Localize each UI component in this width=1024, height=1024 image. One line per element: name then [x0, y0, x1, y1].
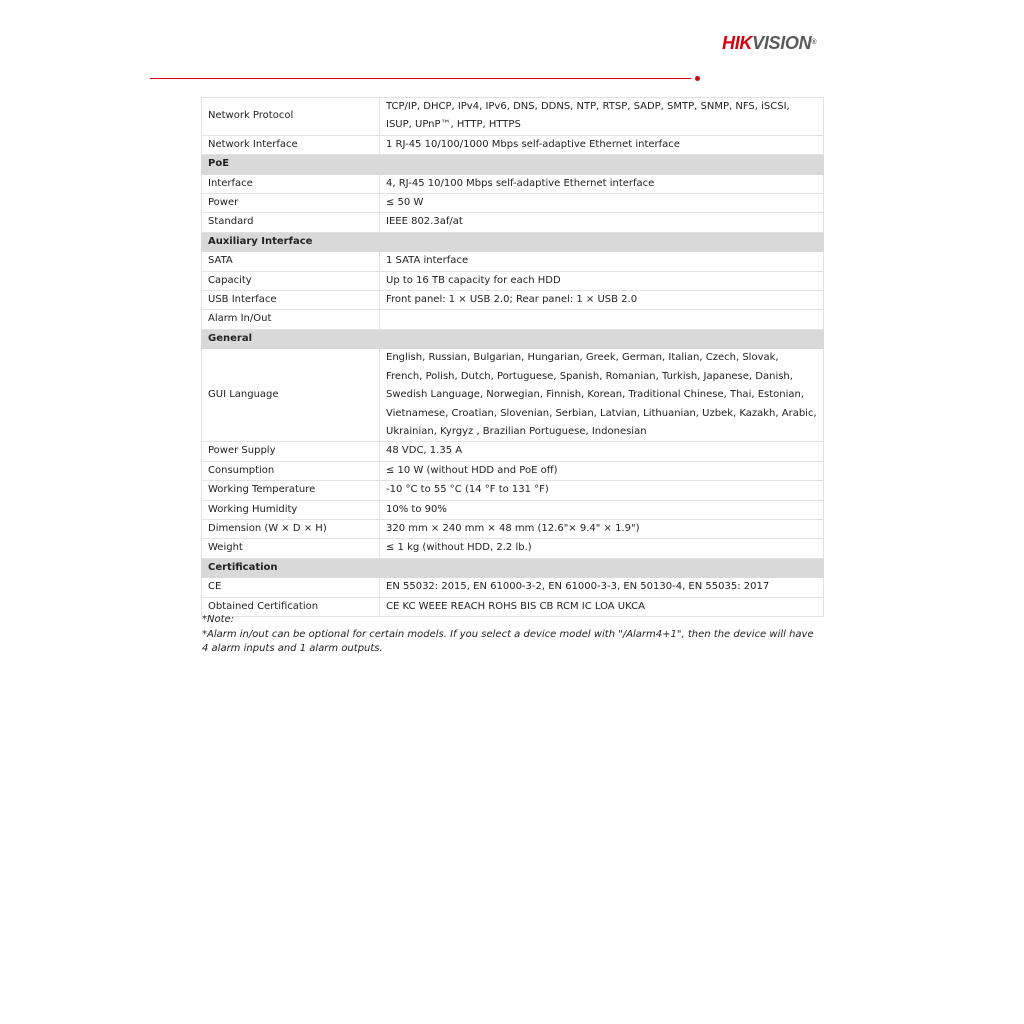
- spec-value: TCP/IP, DHCP, IPv4, IPv6, DNS, DDNS, NTP, RTSP, SADP, SMTP, SNMP, NFS, iSCSI, ISUP, UPnP™, HTTP, HTTPS: [380, 98, 824, 136]
- logo-vision-text: VISION: [752, 33, 812, 53]
- spec-label: Obtained Certification: [202, 597, 380, 616]
- note-text: *Alarm in/out can be optional for certain models. If you select a device model with "/Alarm4+1", then the device will have 4 alarm inputs and 1 alarm outputs.: [202, 628, 814, 654]
- spec-value: ≤ 50 W: [380, 194, 824, 213]
- spec-label: Power: [202, 194, 380, 213]
- spec-label: Capacity: [202, 271, 380, 290]
- spec-label: Interface: [202, 174, 380, 193]
- spec-row: [202, 252, 824, 271]
- spec-label: Network Protocol: [202, 98, 380, 136]
- spec-value: CE KC WEEE REACH ROHS BIS CB RCM IC LOA UKCA: [380, 597, 824, 616]
- spec-value: English, Russian, Bulgarian, Hungarian, Greek, German, Italian, Czech, Slovak, French, Polish, Dutch, Portuguese, Spanish, Romanian, Turkish, Japanese, Danish, Swedish Language, Norwegian, Finnish, Korean, Traditional Chinese, Thai, Estonian, Vietnamese, Croatian, Slovenian, Serbian, Latvian, Lithuanian, Uzbek, Kazakh, Arabic, Ukrainian, Kyrgyz , Brazilian Portuguese, Indonesian: [380, 349, 824, 442]
- spec-row: [202, 481, 824, 500]
- spec-label: Working Temperature: [202, 481, 380, 500]
- spec-row: [202, 442, 824, 461]
- spec-label: SATA: [202, 252, 380, 271]
- spec-row: [202, 291, 824, 310]
- spec-value: Up to 16 TB capacity for each HDD: [380, 271, 824, 290]
- note-title: *Note:: [202, 614, 235, 625]
- spec-value: -10 °C to 55 °C (14 °F to 131 °F): [380, 481, 824, 500]
- spec-value: 4, RJ-45 10/100 Mbps self-adaptive Ethernet interface: [380, 174, 824, 193]
- section-header-row: [202, 329, 824, 348]
- header-red-dot: [695, 76, 700, 81]
- spec-row: [202, 174, 824, 193]
- spec-label: Network Interface: [202, 135, 380, 154]
- spec-label: Standard: [202, 213, 380, 232]
- spec-value: 1 RJ-45 10/100/1000 Mbps self-adaptive Ethernet interface: [380, 135, 824, 154]
- spec-row: [202, 310, 824, 329]
- header-red-rule: [150, 78, 691, 79]
- spec-value: EN 55032: 2015, EN 61000-3-2, EN 61000-3-3, EN 50130-4, EN 55035: 2017: [380, 578, 824, 597]
- spec-value: IEEE 802.3af/at: [380, 213, 824, 232]
- spec-table-body: [202, 98, 824, 617]
- spec-label: Working Humidity: [202, 500, 380, 519]
- spec-label: Dimension (W × D × H): [202, 519, 380, 538]
- spec-value: ≤ 10 W (without HDD and PoE off): [380, 461, 824, 480]
- spec-row: [202, 539, 824, 558]
- spec-label: Weight: [202, 539, 380, 558]
- spec-row: [202, 135, 824, 154]
- spec-label: GUI Language: [202, 349, 380, 442]
- spec-value: 10% to 90%: [380, 500, 824, 519]
- spec-value: Front panel: 1 × USB 2.0; Rear panel: 1 × USB 2.0: [380, 291, 824, 310]
- logo-registered-mark: ®: [811, 39, 817, 46]
- section-header-row: [202, 232, 824, 251]
- spec-label: USB Interface: [202, 291, 380, 310]
- section-title: Certification: [202, 558, 824, 577]
- spec-value: [380, 310, 824, 329]
- section-header-row: [202, 558, 824, 577]
- spec-row: [202, 349, 824, 442]
- spec-value: ≤ 1 kg (without HDD, 2.2 lb.): [380, 539, 824, 558]
- spec-row: [202, 500, 824, 519]
- spec-row: [202, 578, 824, 597]
- hikvision-logo: [722, 33, 816, 53]
- spec-label: CE: [202, 578, 380, 597]
- spec-value: 320 mm × 240 mm × 48 mm (12.6"× 9.4" × 1.9"): [380, 519, 824, 538]
- spec-label: Consumption: [202, 461, 380, 480]
- spec-row: [202, 98, 824, 136]
- spec-row: [202, 519, 824, 538]
- section-title: General: [202, 329, 824, 348]
- spec-row: [202, 271, 824, 290]
- notes-block: [202, 613, 822, 657]
- spec-row: [202, 213, 824, 232]
- spec-table: [201, 97, 824, 617]
- spec-value: 48 VDC, 1.35 A: [380, 442, 824, 461]
- section-title: PoE: [202, 155, 824, 174]
- spec-row: [202, 194, 824, 213]
- spec-row: [202, 461, 824, 480]
- spec-value: 1 SATA interface: [380, 252, 824, 271]
- spec-label: Alarm In/Out: [202, 310, 380, 329]
- section-header-row: [202, 155, 824, 174]
- section-title: Auxiliary Interface: [202, 232, 824, 251]
- spec-label: Power Supply: [202, 442, 380, 461]
- logo-hik-text: HIK: [722, 33, 753, 53]
